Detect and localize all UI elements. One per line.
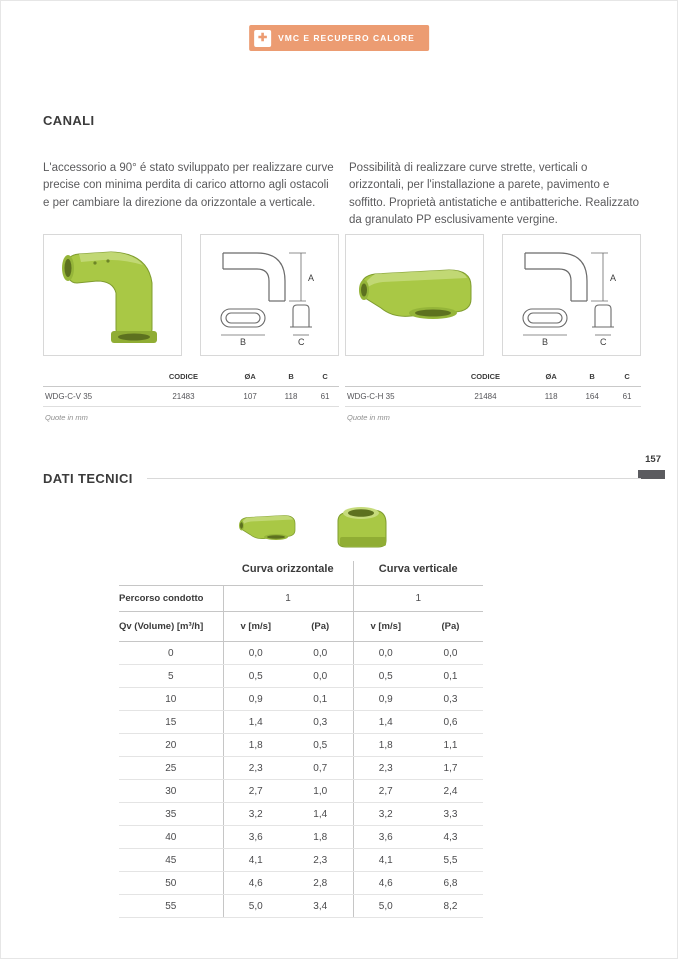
table-row (119, 895, 483, 918)
sub-header-pa-orizzontale: (Pa) (288, 612, 353, 642)
qv-value: 15 (119, 711, 223, 734)
section-title-dati-tecnici: DATI TECNICI (43, 471, 133, 486)
table-row (119, 688, 483, 711)
percorso-value-verticale: 1 (353, 586, 483, 612)
table-row (119, 803, 483, 826)
technical-drawing-horizontal-bend (502, 234, 641, 356)
svg-text:A: A (609, 273, 616, 283)
spec-header-c: C (311, 369, 339, 387)
pa-verticale-value: 0,1 (418, 665, 483, 688)
v-verticale-value: 4,1 (353, 849, 418, 872)
sub-header-v-orizzontale: v [m/s] (223, 612, 288, 642)
sub-header-v-verticale: v [m/s] (353, 612, 418, 642)
pa-verticale-value: 4,3 (418, 826, 483, 849)
pa-orizzontale-value: 0,7 (288, 757, 353, 780)
qv-value: 10 (119, 688, 223, 711)
v-verticale-value: 1,4 (353, 711, 418, 734)
vmc-cross-icon: ✚ (254, 30, 271, 47)
mini-horizontal-bend-image (234, 502, 300, 554)
horizontal-bend-dimensions (513, 243, 631, 347)
v-orizzontale-value: 3,2 (223, 803, 288, 826)
dati-tecnici-header (43, 471, 641, 486)
v-verticale-value: 2,7 (353, 780, 418, 803)
pa-verticale-value: 5,5 (418, 849, 483, 872)
table-row (119, 642, 483, 665)
pa-verticale-value: 1,7 (418, 757, 483, 780)
vertical-bend-illustration (53, 243, 173, 347)
v-orizzontale-value: 1,8 (223, 734, 288, 757)
spec-header-b: B (571, 369, 613, 387)
spec-header-codice: CODICE (440, 369, 531, 387)
qv-value: 40 (119, 826, 223, 849)
v-verticale-value: 1,8 (353, 734, 418, 757)
qv-volume-label: Qv (Volume) [m³/h] (119, 612, 223, 642)
pa-orizzontale-value: 0,5 (288, 734, 353, 757)
mini-vertical-bend-image (330, 496, 392, 554)
v-verticale-value: 3,2 (353, 803, 418, 826)
pa-orizzontale-value: 3,4 (288, 895, 353, 918)
intro-paragraphs (43, 160, 641, 229)
v-verticale-value: 0,9 (353, 688, 418, 711)
table-row (119, 826, 483, 849)
v-verticale-value: 4,6 (353, 872, 418, 895)
intro-left: L'accessorio a 90° é stato sviluppato per realizzare curve precise con minima perdita di carico attorno agli ostacoli e per cambiare la direzione da orizzontale a verticale. (43, 162, 334, 209)
v-verticale-value: 0,0 (353, 642, 418, 665)
svg-text:B: B (541, 337, 548, 347)
spec-header-b: B (271, 369, 311, 387)
units-note: Quote in mm (45, 413, 88, 422)
vertical-bend-dimensions (211, 243, 329, 347)
page-number: 157 (645, 454, 661, 465)
table-row (119, 849, 483, 872)
product-code: WDG-C-H 35 (345, 387, 440, 407)
technical-data-table-wrap (119, 561, 483, 918)
v-orizzontale-value: 2,3 (223, 757, 288, 780)
table-row: WDG-C-V 35 21483 107 118 61 (43, 387, 339, 407)
table-row (119, 711, 483, 734)
mini-product-images (234, 496, 392, 554)
qv-value: 5 (119, 665, 223, 688)
spec-header-c: C (613, 369, 641, 387)
product-code: WDG-C-V 35 (43, 387, 138, 407)
pa-orizzontale-value: 0,1 (288, 688, 353, 711)
svg-text:C: C (599, 337, 606, 347)
technical-data-body (119, 642, 483, 918)
horizontal-bend-illustration (353, 243, 477, 347)
pa-verticale-value: 3,3 (418, 803, 483, 826)
qv-value: 50 (119, 872, 223, 895)
pa-verticale-value: 2,4 (418, 780, 483, 803)
category-badge-label: VMC E RECUPERO CALORE (278, 33, 415, 43)
v-orizzontale-value: 2,7 (223, 780, 288, 803)
table-row (119, 734, 483, 757)
products-row (43, 234, 641, 422)
technical-drawing-vertical-bend (200, 234, 339, 356)
sub-header-pa-verticale: (Pa) (418, 612, 483, 642)
pa-orizzontale-value: 1,4 (288, 803, 353, 826)
table-row (119, 780, 483, 803)
spec-table-horizontal-bend (345, 369, 641, 407)
pa-orizzontale-value: 0,0 (288, 665, 353, 688)
v-verticale-value: 5,0 (353, 895, 418, 918)
v-orizzontale-value: 5,0 (223, 895, 288, 918)
v-orizzontale-value: 0,5 (223, 665, 288, 688)
qv-value: 0 (119, 642, 223, 665)
qv-value: 20 (119, 734, 223, 757)
pa-orizzontale-value: 0,0 (288, 642, 353, 665)
qv-value: 45 (119, 849, 223, 872)
v-orizzontale-value: 4,1 (223, 849, 288, 872)
pa-verticale-value: 0,3 (418, 688, 483, 711)
pa-verticale-value: 1,1 (418, 734, 483, 757)
v-orizzontale-value: 3,6 (223, 826, 288, 849)
pa-verticale-value: 0,6 (418, 711, 483, 734)
table-row (119, 757, 483, 780)
technical-data-table (119, 561, 483, 918)
qv-value: 55 (119, 895, 223, 918)
v-orizzontale-value: 4,6 (223, 872, 288, 895)
qv-value: 25 (119, 757, 223, 780)
svg-text:B: B (239, 337, 246, 347)
spec-table-vertical-bend (43, 369, 339, 407)
percorso-condotto-label: Percorso condotto (119, 586, 223, 612)
pa-orizzontale-value: 0,3 (288, 711, 353, 734)
intro-right: Possibilità di realizzare curve strette, verticali o orizzontali, per l'installazione a parete, pavimento e soffitto. Proprietà antistatiche e antibatteriche. Realizzato da granulato PP esclusivamente vergine. (349, 162, 640, 226)
units-note: Quote in mm (347, 413, 390, 422)
qv-value: 30 (119, 780, 223, 803)
group-header-curva-orizzontale: Curva orizzontale (241, 563, 334, 575)
spec-header-diameter: ØA (229, 369, 271, 387)
table-row: WDG-C-H 35 21484 118 164 61 (345, 387, 641, 407)
spec-header-codice: CODICE (138, 369, 229, 387)
product-group-horizontal-bend (345, 234, 641, 422)
pa-orizzontale-value: 1,0 (288, 780, 353, 803)
group-header-curva-verticale: Curva verticale (353, 561, 483, 586)
divider-line (147, 478, 641, 479)
v-orizzontale-value: 1,4 (223, 711, 288, 734)
table-row (119, 665, 483, 688)
pa-orizzontale-value: 2,8 (288, 872, 353, 895)
v-verticale-value: 3,6 (353, 826, 418, 849)
v-verticale-value: 0,5 (353, 665, 418, 688)
pa-verticale-value: 0,0 (418, 642, 483, 665)
section-title-canali: CANALI (43, 113, 95, 128)
product-group-vertical-bend (43, 234, 339, 422)
svg-text:C: C (297, 337, 304, 347)
qv-value: 35 (119, 803, 223, 826)
v-verticale-value: 2,3 (353, 757, 418, 780)
pa-verticale-value: 6,8 (418, 872, 483, 895)
product-photo-vertical-bend (43, 234, 182, 356)
pa-verticale-value: 8,2 (418, 895, 483, 918)
pa-orizzontale-value: 1,8 (288, 826, 353, 849)
v-orizzontale-value: 0,9 (223, 688, 288, 711)
percorso-value-orizzontale: 1 (223, 586, 353, 612)
product-photo-horizontal-bend (345, 234, 484, 356)
table-row (119, 872, 483, 895)
pa-orizzontale-value: 2,3 (288, 849, 353, 872)
page-edge-tab (638, 470, 665, 479)
spec-header-diameter: ØA (531, 369, 571, 387)
v-orizzontale-value: 0,0 (223, 642, 288, 665)
svg-text:A: A (307, 273, 314, 283)
category-badge (249, 25, 429, 51)
